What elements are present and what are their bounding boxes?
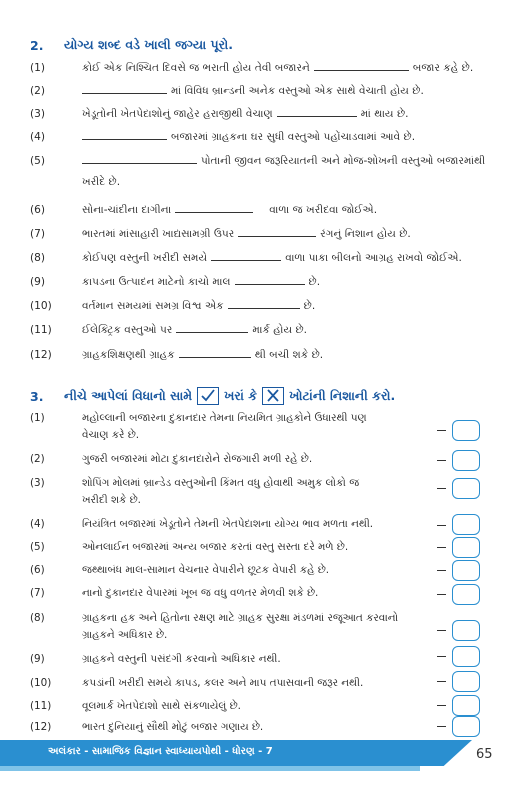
section-2-heading — [30, 37, 233, 53]
dash — [437, 594, 446, 595]
footer-book-title: અલંકાર - સામાજિક વિજ્ઞાન સ્વાધ્યાયપોથી - ધોરણ - 7 — [48, 746, 273, 757]
fill-item-5-cont: ખરીદે છે. — [82, 176, 121, 188]
answer-box-11[interactable] — [452, 695, 480, 716]
blank-line[interactable] — [228, 298, 300, 309]
blank-line[interactable] — [211, 250, 281, 261]
blank-line[interactable] — [176, 322, 248, 333]
answer-box-1[interactable] — [452, 420, 480, 441]
dash — [437, 705, 446, 706]
answer-box-5[interactable] — [452, 537, 480, 558]
answer-box-6[interactable] — [452, 560, 480, 581]
section-2-title: યોગ્ય શબ્દ વડે ખાલી જગ્યા પૂરો. — [64, 37, 233, 52]
blank-line[interactable] — [179, 347, 251, 358]
blank-line[interactable] — [238, 226, 316, 237]
section-3-title-a: નીચે આપેલાં વિધાનો સામે — [64, 388, 193, 403]
dash — [437, 460, 446, 461]
blank-line[interactable] — [82, 129, 167, 140]
blank-line[interactable] — [235, 274, 305, 285]
answer-box-8[interactable] — [452, 620, 480, 641]
page-number: 65 — [476, 747, 493, 762]
check-mark-icon — [197, 387, 219, 405]
dash — [437, 726, 446, 727]
section-3-title-c: ખોટાંની નિશાની કરો. — [289, 388, 396, 403]
dash — [437, 681, 446, 682]
blank-line[interactable] — [82, 83, 167, 94]
section-3-heading — [30, 387, 395, 405]
blank-line[interactable] — [82, 153, 197, 164]
section-2-number: 2. — [30, 37, 44, 53]
dash — [437, 488, 446, 489]
answer-box-7[interactable] — [452, 584, 480, 605]
section-3-title-b: ખરાં કે — [224, 388, 258, 403]
dash — [437, 630, 446, 631]
answer-box-10[interactable] — [452, 671, 480, 692]
dash — [437, 430, 446, 431]
section-3-number: 3. — [30, 388, 44, 404]
dash — [437, 547, 446, 548]
answer-box-9[interactable] — [452, 646, 480, 667]
answer-box-3[interactable] — [452, 478, 480, 499]
dash — [437, 570, 446, 571]
blank-line[interactable] — [314, 60, 409, 71]
dash — [437, 525, 446, 526]
answer-box-2[interactable] — [452, 450, 480, 471]
answer-box-12[interactable] — [452, 716, 480, 737]
dash — [437, 656, 446, 657]
blank-line[interactable] — [175, 202, 253, 213]
answer-box-4[interactable] — [452, 514, 480, 535]
blank-line[interactable] — [277, 106, 357, 117]
footer-stripe — [0, 766, 420, 771]
cross-mark-icon — [262, 387, 284, 405]
worksheet-page: 2. યોગ્ય શબ્દ વડે ખાલી જગ્યા પૂરો. (1) કોઈ એક નિશ્ચિત દિવસે જ ભરાતી હોય તેવી બજારને બજાર કહે છે. (2) માં વિવિધ બ્રાન્ડની અનેક વસ્તુઓ એક સાથે વેચાતી હોય છે. (3) ખેડૂતોની ખેતપેદાશોનું જાહેર હરાજીથી વેચાણ માં થાય છે. (4) બજારમાં ગ્રાહકના ઘર સુધી વસ્તુઓ પહોંચાડવામાં આવે છે. (5) પોતાની જીવન જરૂરિયાતની અને મોજ-શોખની વસ્તુઓ બજારમાંથી ખરીદે છે. (6) સોના-ચાંદીના દાગીના વાળા જ ખરીદવા જોઈએ. (7) ભારતમાં માંસાહારી ખાદ્યસામગ્રી ઉપર રંગનું નિશાન હોય છે. (8) કોઈપણ વસ્તુની ખરીદી સમયે વાળા પાકા બીલનો આગ્રહ રાખવો જોઈએ. (9) કાપડના ઉત્પાદન માટેનો કાચો માલ છે. (10) વર્તમાન સમયમાં સમગ્ર વિશ્વ એક છે. (11) ઈલેક્ટ્રિક વસ્તુઓ પર માર્ક હોય છે. (12) ગ્રાહકશિક્ષણથી ગ્રાહક થી બચી શકે છે. 3. નીચે આપેલાં વિધાનો સામે ખરાં કે ખોટાંની નિશાની કરો. (1) મહોલ્લાની બજારના દુકાનદાર તેમના નિયમિત ગ્રાહકોને ઉધારથી પણ વેચાણ કરે છે. (2) ગુજરી બજારમાં મોટા દુકાનદારોને રોજગારી મળી રહે છે. (3) શોપિંગ મોલમાં બ્રાન્ડેડ વસ્તુઓની કિંમત વધુ હોવાથી અમુક લોકો જ ખરીદી શકે છે. (4) નિયંત્રિત બજારમાં ખેડૂતોને તેમની ખેતપેદાશના યોગ્ય ભાવ મળતા નથી. (5) ઓનલાઈન બજારમાં અન્ય બજાર કરતાં વસ્તુ સસ્તા દરે મળે છે. (6) જથ્થાબંધ માલ-સામાન વેચનાર વેપારીને છૂટક વેપારી કહે છે. (7) નાનો દુકાનદાર વેપારમાં ખૂબ જ વધુ વળતર મેળવી શકે છે. (8) ગ્રાહકના હક અને હિતોના રક્ષણ માટે ગ્રાહક સુરક્ષા મંડળમાં રજૂઆત કરવાનો ગ્રાહકને અધિકાર છે. (9) ગ્રાહકને વસ્તુની પસંદગી કરવાનો અધિકાર નથી. (10) કપડાંની ખરીદી સમયે કાપડ, કલર અને માપ તપાસવાની જરૂર નથી. (11) વૂલમાર્ક ખેતપેદાશો સાથે સંકળાયેલું છે. (12) ભારત દુનિયાનું સૌથી મોટું બજાર ગણાય છે. અલંકાર - સામાજિક વિજ્ઞાન સ્વાધ્યાયપોથી - ધોરણ - 7 65 — [0, 0, 530, 795]
